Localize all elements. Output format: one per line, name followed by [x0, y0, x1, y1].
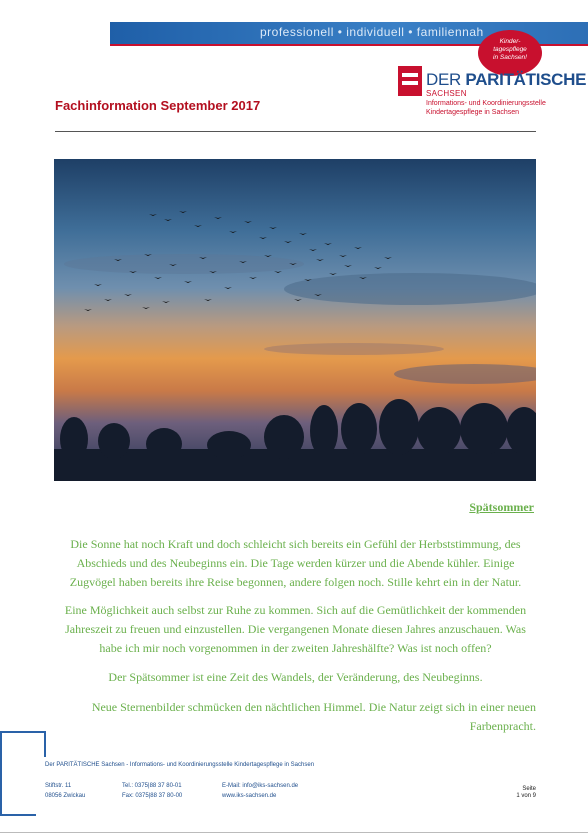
- logo-mark-icon: [398, 66, 422, 96]
- footer-divider: [0, 832, 588, 833]
- footer-contact: [222, 781, 298, 801]
- logo-name: [426, 70, 586, 90]
- paragraph-4: Neue Sternenbilder schmücken den nächtlichen Himmel. Die Natur zeigt sich in einer neuen Farbenpracht.: [91, 700, 536, 733]
- paragraph-2: Eine Möglichkeit auch selbst zur Ruhe zu kommen. Sich auf die Gemütlichkeit der kommenden Jahreszeit zu freuen und einzustellen. Die vergangenen Monate diesen Jahres anzuschauen. Was habe ich mir noch vorgenommen in der zweiten Jahreshälfte? Was ist noch offen?: [64, 603, 527, 655]
- badge-line-2: tagespflege: [493, 46, 527, 53]
- page-label: Seite: [522, 786, 536, 792]
- footer-address: [45, 781, 85, 801]
- paragraph-1: Die Sonne hat noch Kraft und doch schleicht sich bereits ein Gefühl der Herbststimmung, des Abschieds und des Neubeginns ein. Die Tage werden kürzer und die Abende kühler. Einige Zugvögel haben bereits ihre Reise begonnen, andere folgen noch. Stille kehrt ein in der Natur.: [69, 537, 522, 589]
- footer-bracket-top: [0, 731, 46, 733]
- footer-email[interactable]: E-Mail: info@iks-sachsen.de: [222, 783, 299, 789]
- footer-web[interactable]: www.iks-sachsen.de: [222, 793, 277, 799]
- banner-slogan: professionell • individuell • familiennah: [260, 25, 484, 39]
- title-divider: [55, 131, 536, 132]
- footer-bracket-right: [44, 731, 46, 757]
- footer-bracket-bottom: [0, 814, 36, 816]
- footer-organization: Der PARITÄTISCHE Sachsen - Informations- und Koordinierungsstelle Kindertagespflege in Sachsen: [45, 762, 315, 768]
- page-of: 1 von 9: [516, 793, 536, 799]
- footer-tel: Tel.: 0375|88 37 80-01: [122, 783, 182, 789]
- footer-bracket-left: [0, 731, 2, 816]
- document-title: Fachinformation September 2017: [55, 98, 261, 113]
- footer-city: 08056 Zwickau: [45, 793, 86, 799]
- footer-fax: Fax: 0375|88 37 80-00: [122, 793, 183, 799]
- page-number: [516, 786, 536, 800]
- badge-line-3: in Sachsen!: [493, 54, 527, 61]
- footer-phone: [122, 781, 182, 801]
- sunset-birds-photo: [54, 159, 536, 481]
- badge-line-1: Kinder-: [499, 38, 521, 45]
- section-title: Spätsommer: [469, 500, 534, 514]
- logo-name-prefix: DER: [426, 70, 466, 89]
- logo-name-bold: PARITÄTISCHE: [465, 70, 587, 89]
- logo-description: Informations- und Koordinierungsstelle Kindertagespflege in Sachsen: [426, 100, 546, 116]
- footer-street: Stiftstr. 11: [45, 783, 72, 789]
- paragraph-3: Der Spätsommer ist eine Zeit des Wandels, der Veränderung, des Neubeginns.: [108, 670, 483, 684]
- logo-sub: SACHSEN: [426, 89, 467, 98]
